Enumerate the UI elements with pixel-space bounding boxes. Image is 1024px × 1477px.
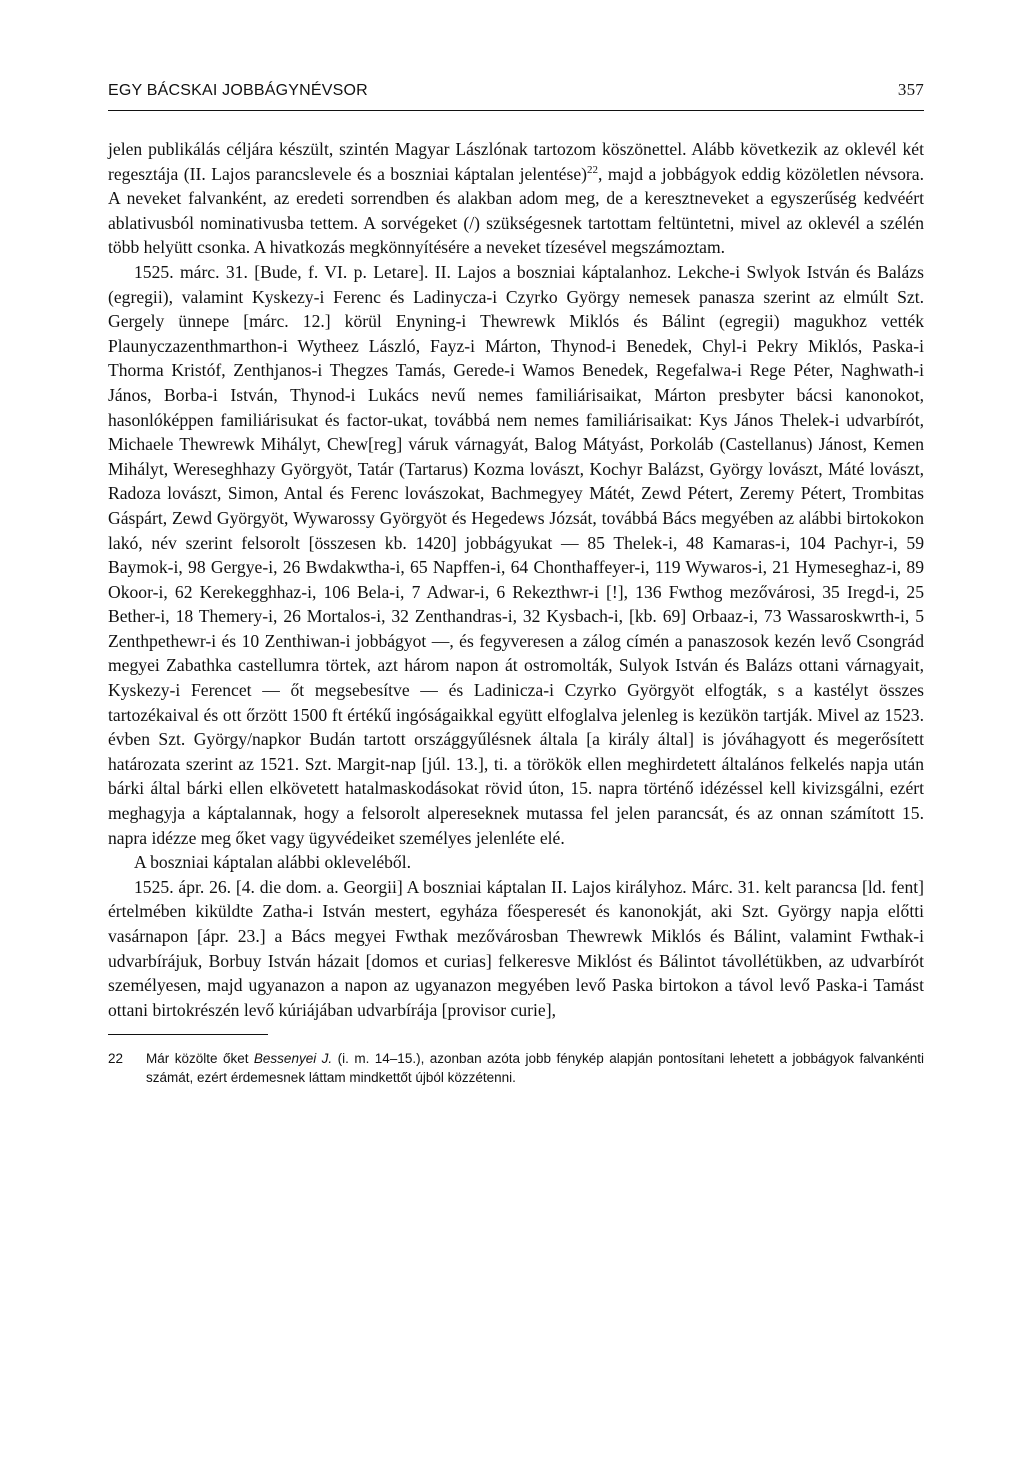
footnote-divider xyxy=(108,1034,268,1035)
paragraph-intro-text-start: jelen publikálás céljára készült, szintén Magyar Lászlónak tartozom köszönettel. Alább következik az oklevél két regesztája (II. Lajos parancslevele és a boszniai káptalan jelentése) xyxy=(108,139,924,184)
book-page xyxy=(108,72,924,1087)
footnote-number: 22 xyxy=(108,1051,124,1067)
running-header xyxy=(108,80,924,111)
paragraph-intro-text-end: , majd a jobbágyok eddig közöletlen névsora. A neveket falvanként, az eredeti sorrendben és alakban adom meg, de a keresztneveket a egyszerűség kedvéért ablativusból nominativusba tettem. A sorvégeket (/) szükségesnek tartottam feltüntetni, mivel az oklevél a szélén több helyütt csonka. A hivatkozás megkönnyítésére a neveket tízesével megszámoztam. xyxy=(108,163,924,258)
footnote-reference: 22 xyxy=(587,163,598,176)
paragraph-regest-2: 1525. ápr. 26. [4. die dom. a. Georgii] A boszniai káptalan II. Lajos királyhoz. Márc. 31. kelt parancsa [ld. fent] értelmében kiküldte Zatha-i István mestert, egyháza főesperesét és kanonokját, aki Szt. György napja előtti vasárnapon [ápr. 23.] a Bács megyei Fwthak mezővárosban Thewrewk Miklós és Bálint, valamint Fwthak-i udvarbírájuk, Borbuy István házait [domos et curias] felkeresve Miklóst és Bálintot távollétükben, az udvarbírót személyesen, majd ugyanazon a napon az ugyanazon megyében levő Paska birtokon a távol levő Paska-i Tamást ottani birtokrészén levő kúriájában udvarbírája [provisor curie], xyxy=(108,876,924,1020)
paragraph-intro xyxy=(108,137,924,260)
footnote-text-start: Már közölte őket xyxy=(146,1051,254,1067)
body-text xyxy=(108,137,924,1022)
running-title: EGY BÁCSKAI JOBBÁGYNÉVSOR xyxy=(108,82,368,99)
footnote xyxy=(108,1049,924,1087)
page-number: 357 xyxy=(897,80,924,99)
footnote-text-end: (i. m. 14–15.), azonban azóta jobb fénykép alapján pontosítani lehetett a jobbágyok falvankénti számát, ezért érdemesnek láttam mindkettőt újból közzétenni. xyxy=(146,1051,924,1086)
footnote-text xyxy=(146,1049,924,1087)
paragraph-regest-1: 1525. márc. 31. [Bude, f. VI. p. Letare]. II. Lajos a boszniai káptalanhoz. Lekche-i Swlyok István és Balázs (egregii), valamint Kyskezy-i Ferenc és Ladinycza-i Czyrko György nemesek panasza szerint az elmúlt Szt. Gergely ünnepe [márc. 12.] körül Enyning-i Thewrewk Miklós és Bálint (egregii) magukhoz vették Plaunyczazenthmarthon-i Wytheez László, Fayz-i Márton, Thynod-i Benedek, Chyl-i Pekry Miklós, Paska-i Thorma Kristóf, Zenthjanos-i Thegzes Tamás, Gerede-i Wamos Benedek, Regefalwa-i Rege Péter, Naghwath-i János, Borba-i István, Thynod-i Lukács nevű nemes familiárisaikat, Márton presbyter bácsi kanonokot, hasonlóképpen familiárisukat és factor-ukat, továbbá nem nemes familiárisaikat: Kys János Thelek-i udvarbírót, Michaele Thewrewk Mihályt, Chew[reg] váruk várnagyát, Balog Mátyást, Porkoláb (Castellanus) Jánost, Kemen Mihályt, Wereseghhazy Györgyöt, Tatár (Tartarus) Kozma lovászt, Kochyr Balázst, György lovászt, Máté lovászt, Radoza lovászt, Simon, Antal és Ferenc lovászokat, Bachmegyey Mátét, Zewd Pétert, Zeremy Pétert, Trombitas Gáspárt, Zewd Györgyöt, Wywarossy Györgyöt és Hegedews Józsát, továbbá Bács megyében az alábbi birtokokon lakó, név szerint felsorolt [összesen kb. 1420] jobbágyukat — 85 Thelek-i, 48 Kamaras-i, 104 Pachyr-i, 59 Baymok-i, 98 Gergye-i, 26 Bwdakwtha-i, 65 Napffen-i, 64 Chonthaffeyer-i, 119 Wywaros-i, 21 Hymeseghaz-i, 89 Okoor-i, 62 Kerekegghhaz-i, 106 Bela-i, 7 Adwar-i, 6 Rekezthwr-i [!], 136 Fwthog mezővárosi, 35 Iregd-i, 25 Bether-i, 18 Themery-i, 26 Mortalos-i, 32 Zenthandras-i, 32 Kysbach-i, [kb. 69] Orbaaz-i, 73 Wassaroskwrth-i, 5 Zenthpethewr-i és 10 Zenthiwan-i jobbágyot —, és fegyveresen a zálog címén a panaszosok kezén levő Csongrád megyei Zabathka castellumra törtek, azt három napon át ostromolták, Sulyok István és Balázs ottani várnagyait, Kyskezy-i Ferencet — őt megsebesítve — és Ladinicza-i Czyrko Györgyöt elfogták, s a kastélyt összes tartozékaival és ott őrzött 1500 ft értékű ingóságaikkal együtt elfoglalva jelenleg is kezükön tartják. Mivel az 1523. évben Szt. György/napkor Budán tartott országgyűlésnek általa [a király által] is jóváhagyott és megerősített határozata szerint az 1521. Szt. Margit-nap [júl. 13.], ti. a törökök ellen meghirdetett általános felkelés napja után bárki által bárki ellen elkövetett hatalmaskodásokat rövid úton, 15. napra történő idézéssel kell kivizsgálni, ezért meghagyja a káptalannak, hogy a felsorolt alpereseknek mutassa fel jelen parancsát, és az onnan számított 15. napra idézze meg őket vagy ügyvédeiket személyes jelenléte elé. xyxy=(108,261,924,848)
footnote-citation: Bessenyei J. xyxy=(253,1051,333,1067)
paragraph-subheading: A boszniai káptalan alábbi okleveléből. xyxy=(134,852,412,873)
